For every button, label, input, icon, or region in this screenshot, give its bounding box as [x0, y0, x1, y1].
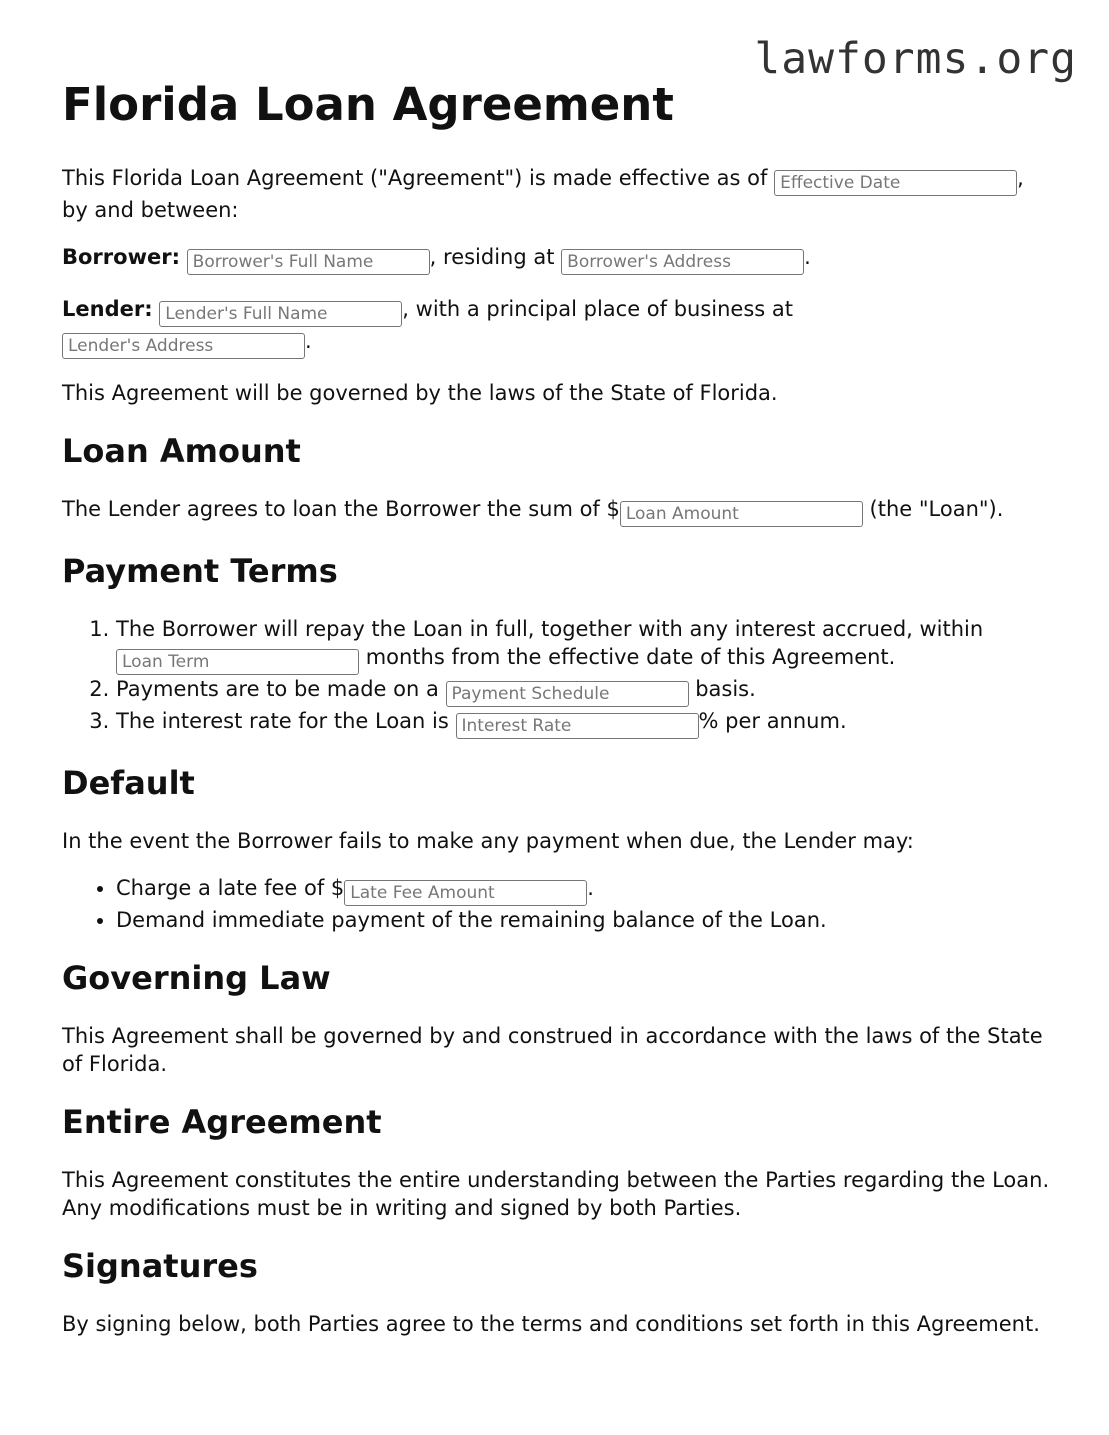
late-fee-text: Charge a late fee of $: [116, 876, 345, 900]
signatures-heading: Signatures: [62, 1247, 258, 1285]
default-item: [116, 874, 1052, 906]
loan-term-input[interactable]: [116, 649, 359, 675]
late-fee-text-after: .: [587, 876, 594, 900]
borrower-end-text: .: [804, 245, 811, 269]
default-item: • Demand immediate payment of the remaining balance of the Loan.: [116, 906, 1052, 934]
borrower-address-input[interactable]: [561, 249, 804, 275]
interest-rate-input[interactable]: [456, 713, 699, 739]
default-heading: Default: [62, 764, 195, 802]
section-entire-agreement: [62, 1102, 1052, 1222]
lender-paragraph: [62, 295, 1052, 359]
term-text-after: months from the effective date of this Agreement.: [365, 645, 896, 669]
borrower-paragraph: [62, 243, 1052, 275]
governing-law-heading: Governing Law: [62, 959, 331, 997]
section-signatures: [62, 1246, 1052, 1338]
intro-text-after: , by and between:: [62, 166, 1024, 222]
loan-amount-text-after: (the "Loan").: [869, 497, 1004, 521]
default-intro: In the event the Borrower fails to make any payment when due, the Lender may:: [62, 829, 914, 853]
schedule-text-after: basis.: [695, 677, 756, 701]
watermark-logo: lawforms.org: [754, 34, 1077, 84]
lender-label: Lender:: [62, 297, 153, 321]
page-title: Florida Loan Agreement: [62, 78, 674, 131]
payment-term-item: [116, 615, 1052, 675]
default-list: [62, 874, 1052, 934]
section-payment-terms: [62, 551, 1052, 739]
loan-amount-text: The Lender agrees to loan the Borrower the sum of $: [62, 497, 620, 521]
loan-amount-heading: Loan Amount: [62, 432, 301, 470]
lender-name-input[interactable]: [159, 301, 402, 327]
payment-term-item: [116, 675, 1052, 707]
payment-term-item: [116, 707, 1052, 739]
payment-terms-heading: Payment Terms: [62, 552, 338, 590]
borrower-mid-text: , residing at: [429, 245, 555, 269]
effective-date-input[interactable]: [774, 170, 1017, 196]
document-page: [62, 76, 1052, 1362]
loan-amount-paragraph: [62, 495, 1052, 527]
section-default: [62, 763, 1052, 934]
borrower-name-input[interactable]: [187, 249, 430, 275]
loan-amount-input[interactable]: [620, 501, 863, 527]
intro-paragraph: [62, 164, 1052, 224]
payment-schedule-input[interactable]: [446, 681, 689, 707]
signatures-text: By signing below, both Parties agree to the terms and conditions set forth in this Agreement.: [62, 1312, 1040, 1336]
rate-text: The interest rate for the Loan is: [116, 709, 449, 733]
intro-text: This Florida Loan Agreement ("Agreement") is made effective as of: [62, 166, 768, 190]
section-loan-amount: [62, 431, 1052, 527]
borrower-label: Borrower:: [62, 245, 180, 269]
schedule-text: Payments are to be made on a: [116, 677, 439, 701]
rate-text-after: % per annum.: [698, 709, 847, 733]
lender-end-text: .: [305, 329, 312, 353]
governed-note: This Agreement will be governed by the laws of the State of Florida.: [62, 381, 778, 405]
governing-law-text: This Agreement shall be governed by and construed in accordance with the laws of the State of Florida.: [62, 1024, 1043, 1076]
entire-agreement-text: This Agreement constitutes the entire understanding between the Parties regarding the Loan. Any modifications must be in writing and signed by both Parties.: [62, 1168, 1050, 1220]
term-text: The Borrower will repay the Loan in full, together with any interest accrued, within: [116, 617, 984, 641]
entire-agreement-heading: Entire Agreement: [62, 1103, 382, 1141]
section-governing-law: [62, 958, 1052, 1078]
lender-address-input[interactable]: [62, 333, 305, 359]
lender-mid-text: , with a principal place of business at: [402, 297, 794, 321]
payment-terms-list: [62, 615, 1052, 739]
late-fee-input[interactable]: [344, 880, 587, 906]
